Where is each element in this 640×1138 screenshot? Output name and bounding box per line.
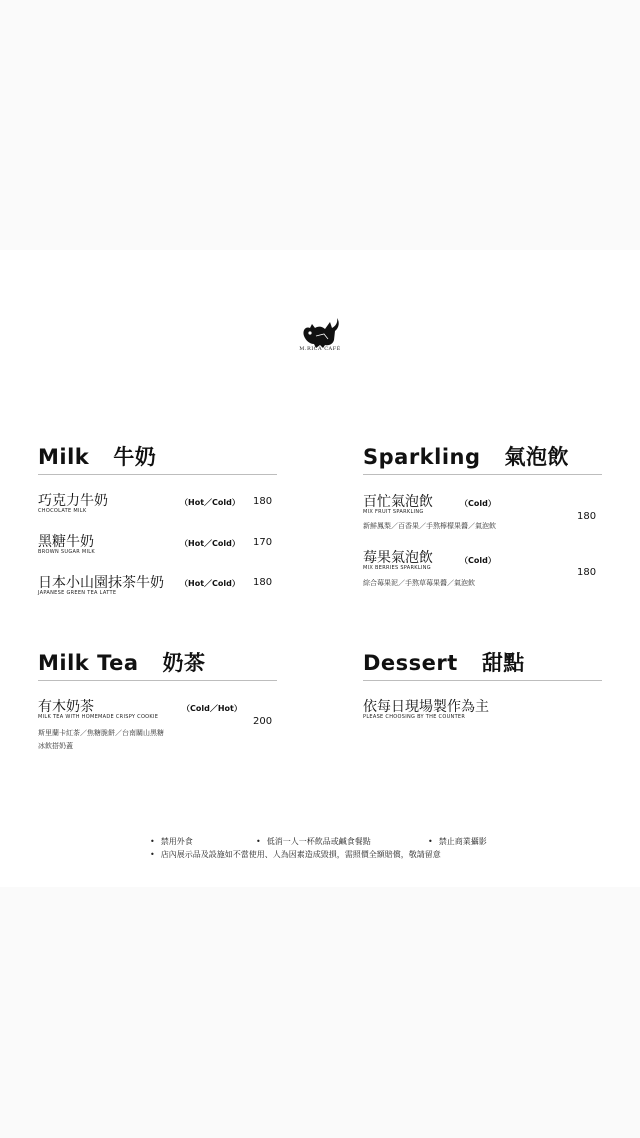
item-name: 黑糖牛奶 (38, 534, 94, 550)
section-divider (38, 680, 277, 681)
item-name: 依每日現場製作為主 (363, 699, 489, 715)
item-temperature: （Hot／Cold） (180, 579, 240, 588)
item-price: 170 (253, 537, 273, 548)
note-minimum-order: • 低消一人一杯飲品或鹹食餐點 (256, 836, 371, 847)
section-divider (363, 680, 602, 681)
item-price: 180 (253, 577, 273, 588)
item-price: 180 (577, 511, 597, 522)
item-temperature: （Cold／Hot） (182, 704, 242, 713)
section-title-zh: 氣泡飲 (504, 445, 570, 469)
section-divider (38, 474, 277, 475)
note-no-commercial-photo: • 禁止商業攝影 (428, 836, 487, 847)
item-english-name: PLEASE CHOOSING BY THE COUNTER (363, 714, 466, 720)
section-title-en: Milk Tea (38, 651, 139, 675)
item-temperature: （Cold） (460, 556, 496, 565)
item-name: 百忙氣泡飲 (363, 494, 433, 510)
item-name: 巧克力牛奶 (38, 493, 108, 509)
note-no-outside-food: • 禁用外食 (150, 836, 193, 847)
item-english-name: CHOCOLATE MILK (38, 508, 87, 514)
section-title-en: Milk (38, 445, 90, 469)
item-price: 180 (577, 567, 597, 578)
item-price: 200 (253, 716, 273, 727)
item-temperature: （Hot／Cold） (180, 539, 240, 548)
item-english-name: MILK TEA WITH HOMEMADE CRISPY COOKIE (38, 714, 159, 720)
item-name: 日本小山園抹茶牛奶 (38, 575, 164, 591)
section-title-zh: 甜點 (481, 651, 525, 675)
item-description: 冰飲搭奶蓋 (38, 742, 73, 750)
section-title-dessert (363, 647, 525, 677)
note-damage-policy: • 店內展示品及設施如不當使用、人為因素造成毀損，需照價全額賠償，敬請留意 (150, 849, 441, 860)
section-title-zh: 奶茶 (162, 651, 206, 675)
item-english-name: MIX FRUIT SPARKLING (363, 509, 424, 515)
item-description: 綜合莓果泥／手熬草莓果醬／氣泡飲 (363, 579, 475, 587)
item-english-name: JAPANESE GREEN TEA LATTE (38, 590, 117, 596)
section-title-milk-tea (38, 647, 206, 677)
item-description: 新鮮鳳梨／百香果／手熬檸檬果醬／氣泡飲 (363, 522, 496, 530)
item-name: 有木奶茶 (38, 699, 94, 715)
item-english-name: MIX BERRIES SPARKLING (363, 565, 431, 571)
section-divider (363, 474, 602, 475)
item-english-name: BROWN SUGAR MILK (38, 549, 95, 555)
logo-text: M.RICA CAFÉ (299, 346, 341, 352)
item-price: 180 (253, 496, 273, 507)
item-description: 斯里蘭卡紅茶／焦糖脆餅／台南關山黑糖 (38, 729, 164, 737)
section-title-en: Dessert (363, 651, 458, 675)
section-title-en: Sparkling (363, 445, 481, 469)
item-temperature: （Hot／Cold） (180, 498, 240, 507)
item-name: 莓果氣泡飲 (363, 550, 433, 566)
section-title-zh: 牛奶 (113, 445, 157, 469)
item-temperature: （Cold） (460, 499, 496, 508)
section-title-sparkling (363, 441, 569, 471)
section-title-milk (38, 441, 156, 471)
